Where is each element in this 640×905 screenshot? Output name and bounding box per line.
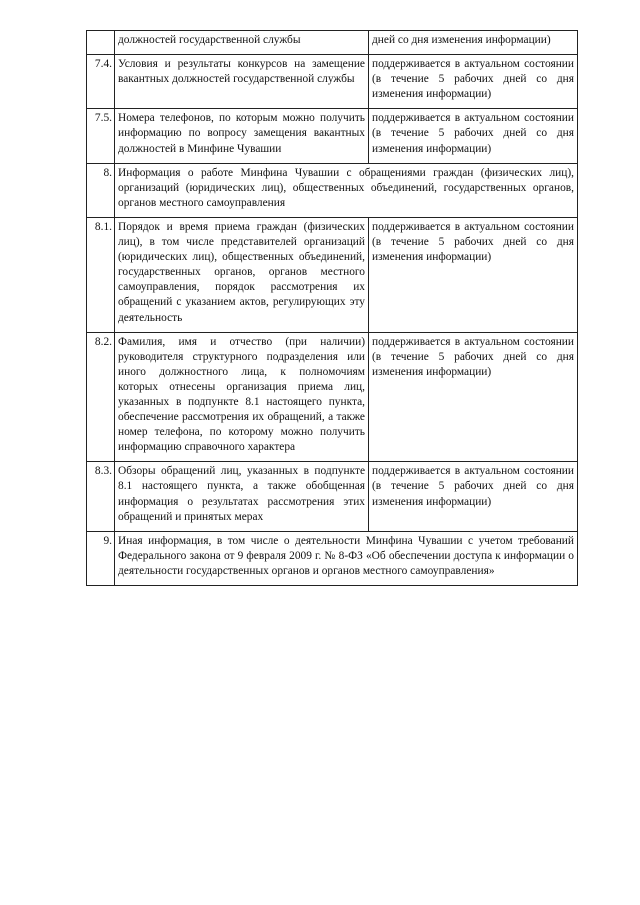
section-number: 8.	[87, 163, 115, 217]
row-number: 7.4.	[87, 55, 115, 109]
table-row	[87, 31, 578, 55]
section-description: Иная информация, в том числе о деятельности Минфина Чувашии с учетом требований Федерального закона от 9 февраля 2009 г. № 8-ФЗ «Об обеспечении доступа к информации о деятельности государственных органов и органов местного самоуправления»	[115, 531, 578, 585]
row-number: 8.1.	[87, 217, 115, 332]
row-description: Обзоры обращений лиц, указанных в подпункте 8.1 настоящего пункта, а также обобщенная информация о результатах рассмотрения этих обращений и принятых мерах	[115, 462, 369, 531]
information-table	[86, 30, 578, 586]
section-number: 9.	[87, 531, 115, 585]
row-description: Порядок и время приема граждан (физических лиц), в том числе представителей организаций (юридических лиц), общественных объединений, государственных органов, органов местного самоуправления, порядок рассмотрения их обращений с указанием актов, регулирующих эту деятельность	[115, 217, 369, 332]
row-update-frequency: поддерживается в актуальном состоянии (в течение 5 рабочих дней со дня изменения информации)	[369, 55, 578, 109]
row-update-frequency: дней со дня изменения информации)	[369, 31, 578, 55]
row-number	[87, 31, 115, 55]
section-description: Информация о работе Минфина Чувашии с обращениями граждан (физических лиц), организаций (юридических лиц), общественных объединений, государственных органов, органов местного самоуправления	[115, 163, 578, 217]
table-row	[87, 217, 578, 332]
row-update-frequency: поддерживается в актуальном состоянии (в течение 5 рабочих дней со дня изменения информации)	[369, 217, 578, 332]
section-row	[87, 531, 578, 585]
row-description: должностей государственной службы	[115, 31, 369, 55]
row-description: Номера телефонов, по которым можно получить информацию по вопросу замещения вакантных должностей в Минфине Чувашии	[115, 109, 369, 163]
row-update-frequency: поддерживается в актуальном состоянии (в течение 5 рабочих дней со дня изменения информации)	[369, 332, 578, 462]
row-number: 7.5.	[87, 109, 115, 163]
row-update-frequency: поддерживается в актуальном состоянии (в течение 5 рабочих дней со дня изменения информации)	[369, 109, 578, 163]
section-row	[87, 163, 578, 217]
table-row	[87, 109, 578, 163]
row-number: 8.3.	[87, 462, 115, 531]
table-row	[87, 462, 578, 531]
table-row	[87, 55, 578, 109]
row-number: 8.2.	[87, 332, 115, 462]
table-row	[87, 332, 578, 462]
row-update-frequency: поддерживается в актуальном состоянии (в течение 5 рабочих дней со дня изменения информации)	[369, 462, 578, 531]
row-description: Условия и результаты конкурсов на замещение вакантных должностей государственной службы	[115, 55, 369, 109]
row-description: Фамилия, имя и отчество (при наличии) руководителя структурного подразделения или иного должностного лица, к полномочиям которых отнесены организация приема лиц, указанных в подпункте 8.1 настоящего пункта, обеспечение рассмотрения их обращений, а также номер телефона, по которому можно получить информацию справочного характера	[115, 332, 369, 462]
